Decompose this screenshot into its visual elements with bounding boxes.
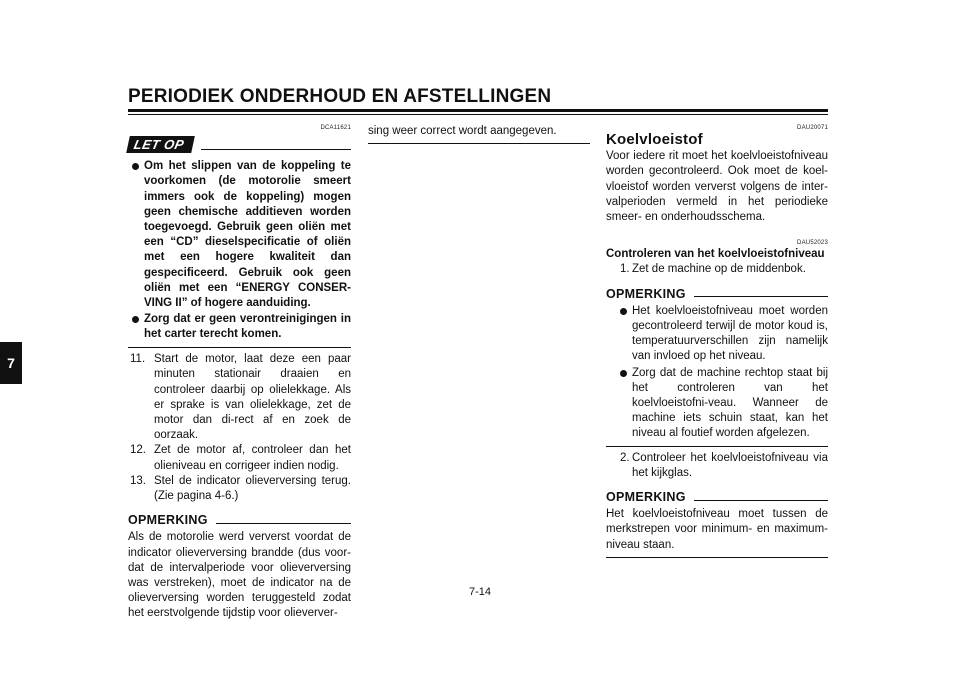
note-continuation: sing weer correct wordt aangegeven. xyxy=(368,125,557,137)
column-middle xyxy=(368,124,590,148)
page-number: 7-14 xyxy=(468,586,492,598)
section-title: Koelvloeistof xyxy=(606,131,703,148)
page-header-title: PERIODIEK ONDERHOUD EN AFSTELLINGEN xyxy=(128,86,552,107)
note-text: Het koelvloeistofniveau moet tussen de merkstrepen voor minimum- en maximum-niveau staan. xyxy=(606,508,828,551)
list-item: 12. Zet de motor af, controleer dan het olieniveau en corrigeer indien nodig. xyxy=(130,444,351,472)
intro-text: Voor iedere rit moet het koelvloeistofniveau worden gecontroleerd. Ook moet de koel-vloeistof worden ververst volgens de inter-valperioden vermeld in het periodieke smeer- en onderhoudsschema. xyxy=(606,150,828,224)
caution-rule xyxy=(201,149,351,150)
reference-code: DCA11621 xyxy=(320,125,351,131)
reference-code: DAU20071 xyxy=(797,125,828,131)
note-heading: OPMERKING xyxy=(606,287,828,302)
list-item: 13. Stel de indicator olieverversing terug. (Zie pagina 4-6.) xyxy=(130,474,351,502)
list-item: 2. Controleer het koelvloeistofniveau via het kijkglas. xyxy=(620,451,828,479)
bullet-icon xyxy=(132,163,139,170)
header-rule-thick xyxy=(128,109,828,112)
subsection-title: Controleren van het koelvloeistofniveau xyxy=(606,248,825,261)
note-rule xyxy=(694,296,828,297)
list-item: Het koelvloeistofniveau moet worden gecontroleerd terwijl de motor koud is, temperatuurverschillen zijn namelijk van invloed op het niveau. xyxy=(616,304,828,365)
note-heading: OPMERKING xyxy=(128,513,351,528)
header-rule-thin xyxy=(128,114,828,115)
steps-list xyxy=(606,262,828,277)
note-heading: OPMERKING xyxy=(606,490,828,505)
note-rule xyxy=(694,500,828,501)
caution-heading xyxy=(128,136,351,153)
note-end-rule xyxy=(368,143,590,144)
chapter-tab: 7 xyxy=(0,342,22,384)
note-list xyxy=(606,304,828,442)
note-rule xyxy=(216,523,351,524)
bullet-icon xyxy=(132,316,139,323)
bullet-icon xyxy=(620,308,627,315)
column-right xyxy=(606,124,828,562)
note-end-rule xyxy=(606,446,828,447)
bullet-icon xyxy=(620,370,627,377)
list-item: Zorg dat er geen verontreinigingen in het carter terecht komen. xyxy=(128,312,351,342)
caution-list xyxy=(128,159,351,342)
note-end-rule xyxy=(606,557,828,558)
note-text: Als de motorolie werd ververst voordat de indicator olieverversing brandde (dus voor-dat de intervalperiode voor olieverversing was verstreken), moet de indicator na de olieverversing worden teruggesteld zodat het eerstvolgende tijdstip voor olieverver- xyxy=(128,531,351,620)
reference-code: DAU52023 xyxy=(797,240,828,247)
column-left xyxy=(128,124,351,622)
caution-end-rule xyxy=(128,347,351,349)
caution-badge: LET OP xyxy=(126,136,195,153)
list-item: 11. Start de motor, laat deze een paar minuten stationair draaien en controleer daarbij op olielekkage. Als er sprake is van olielekkage, zet de motor dan di-rect af en zoek de oorzaak. xyxy=(130,353,351,442)
list-item: 1. Zet de machine op de middenbok. xyxy=(620,263,806,276)
steps-list xyxy=(128,352,351,504)
list-item: Om het slippen van de koppeling te voorkomen (de motorolie smeert immers ook de koppeling) mogen geen chemische additieven worden toegevoegd. Gebruik geen oliën met een “CD” dieselspecificatie of oliën met een hogere kwaliteit dan gespecificeerd. Gebruik ook geen oliën met een “ENERGY CONSER-VING II” of hogere aanduiding. xyxy=(128,159,351,311)
list-item: Zorg dat de machine rechtop staat bij het controleren van het koelvloeistofni-veau. Wanneer de machine iets schuin staat, kan het niveau al foutief worden afgelezen. xyxy=(616,366,828,442)
steps-list xyxy=(606,451,828,481)
